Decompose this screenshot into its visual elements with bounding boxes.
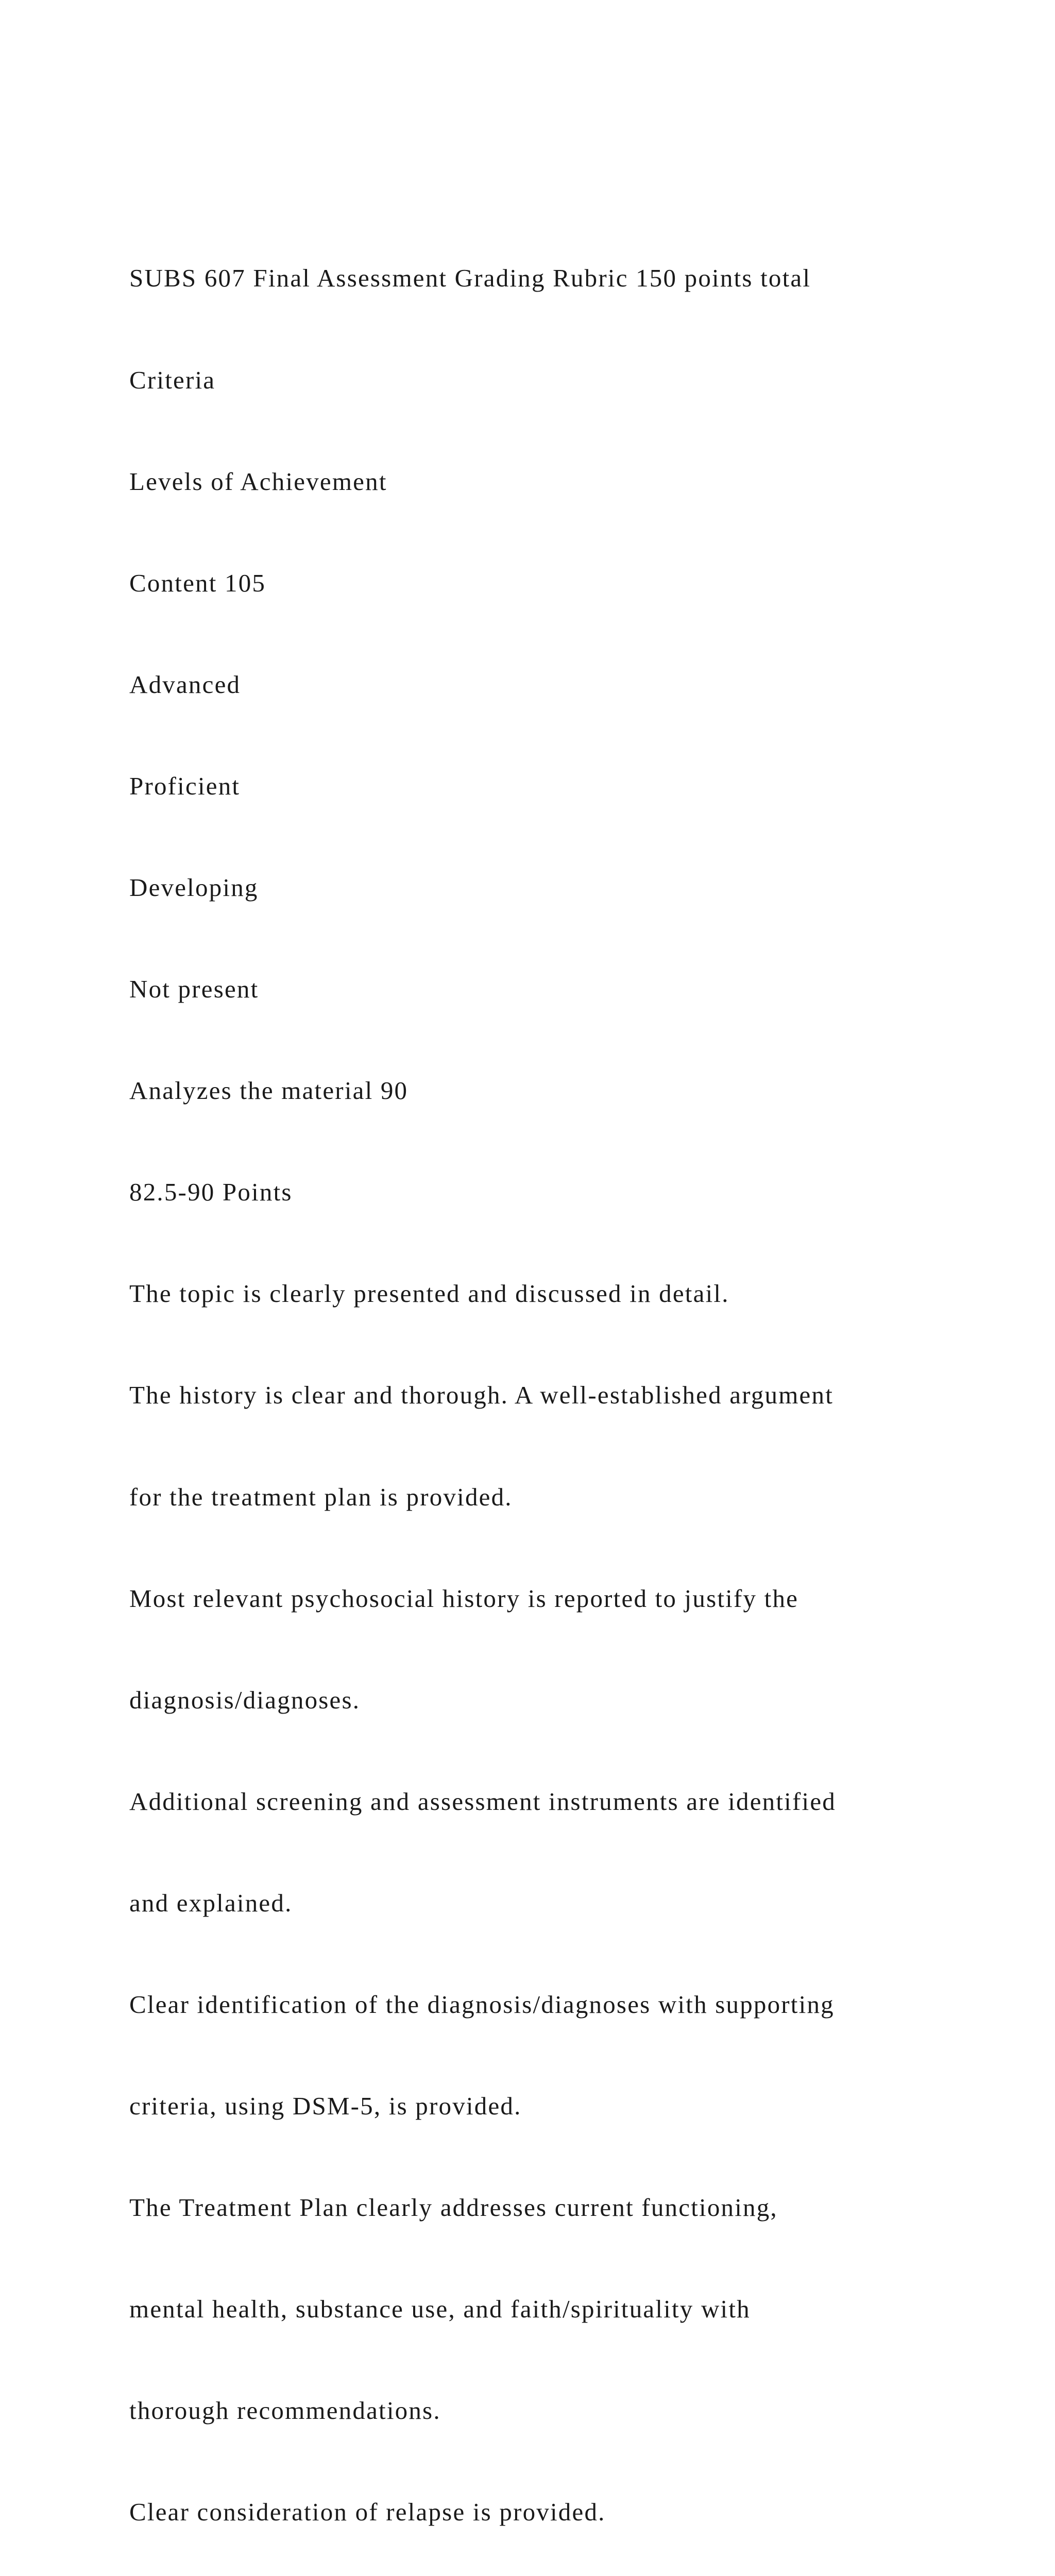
content-heading: Content 105 [129, 568, 266, 597]
text-line: Additional screening and assessment instruments are identified [129, 1787, 836, 1816]
document-title: SUBS 607 Final Assessment Grading Rubric 150 points total [129, 264, 811, 293]
criterion-analyzes-material: Analyzes the material 90 [129, 1076, 409, 1105]
level-developing: Developing [129, 873, 259, 902]
text-line: Clear identification of the diagnosis/diagnoses with supporting [129, 1990, 835, 2019]
text-line: for the treatment plan is provided. [129, 1482, 513, 1511]
level-proficient: Proficient [129, 771, 241, 800]
advanced-points: 82.5-90 Points [129, 1178, 293, 1207]
text-line: The history is clear and thorough. A well-established argument [129, 1381, 834, 1410]
text-line: and explained. [129, 1888, 293, 1917]
criteria-heading: Criteria [129, 365, 216, 394]
text-line: mental health, substance use, and faith/spirituality with [129, 2295, 751, 2324]
levels-heading: Levels of Achievement [129, 467, 387, 496]
text-line: thorough recommendations. [129, 2396, 441, 2425]
level-advanced: Advanced [129, 670, 241, 699]
text-line: The Treatment Plan clearly addresses current functioning, [129, 2193, 778, 2222]
level-not-present: Not present [129, 975, 259, 1004]
text-line: criteria, using DSM-5, is provided. [129, 2092, 522, 2121]
document-text [129, 194, 1005, 2576]
text-line: Clear consideration of relapse is provided. [129, 2498, 606, 2527]
text-line: Most relevant psychosocial history is reported to justify the [129, 1584, 799, 1613]
text-line: The topic is clearly presented and discussed in detail. [129, 1279, 729, 1308]
text-line: diagnosis/diagnoses. [129, 1685, 361, 1714]
